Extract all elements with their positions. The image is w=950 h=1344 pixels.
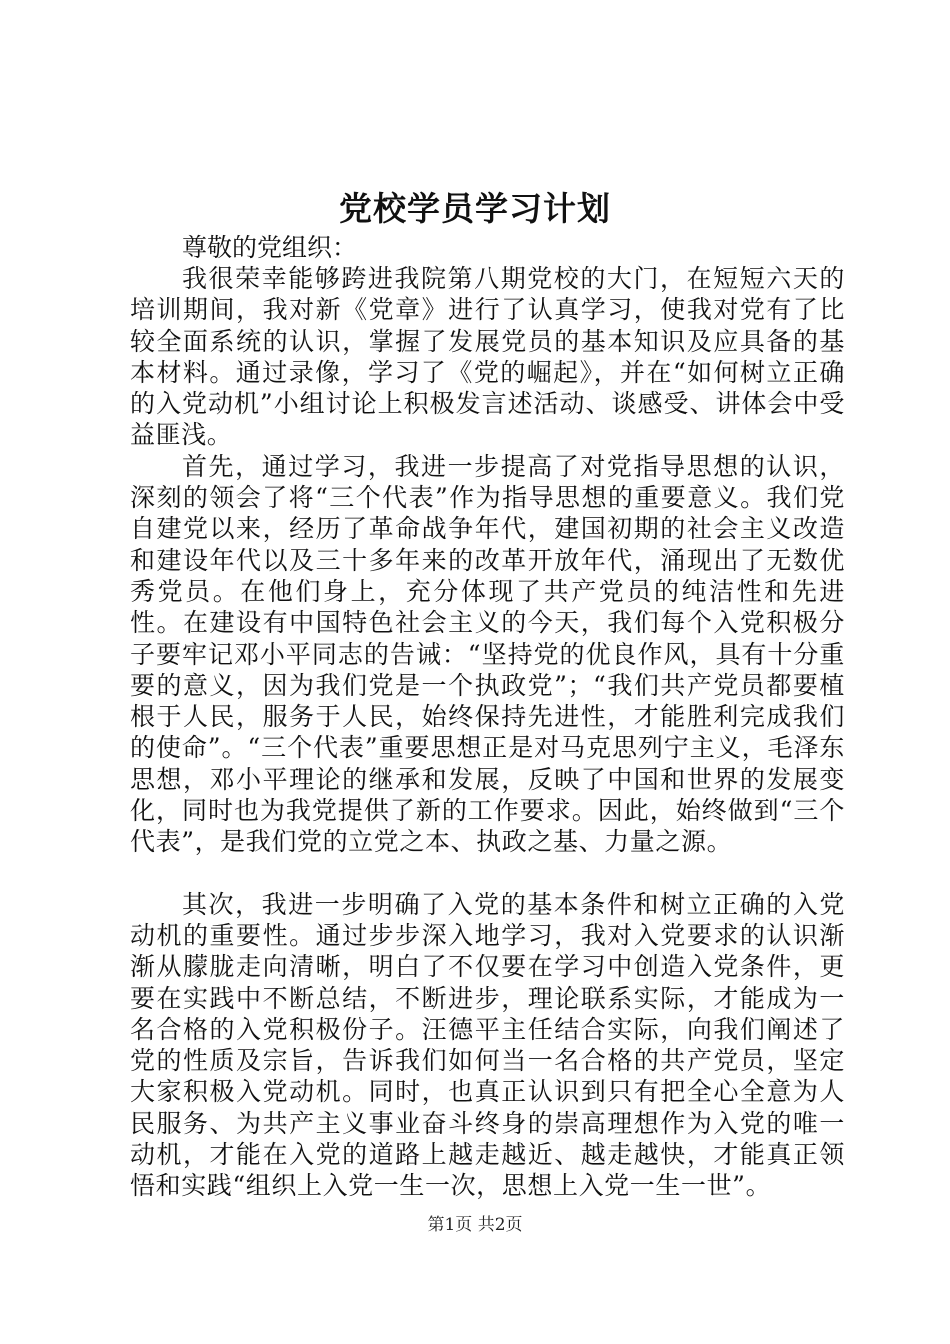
document-title: 党校学员学习计划 — [339, 189, 611, 228]
paragraph-spacer — [130, 858, 845, 889]
document-body — [130, 232, 845, 1202]
paragraph-second: 其次，我进一步明确了入党的基本条件和树立正确的入党动机的重要性。通过步步深入地学习，我对入党要求的认识渐渐从朦胧走向清晰，明白了不仅要在学习中创造入党条件，更要在实践中不断总结，不断进步，理论联系实际，才能成为一名合格的入党积极份子。汪德平主任结合实际，向我们阐述了党的性质及宗旨，告诉我们如何当一名合格的共产党员，坚定大家积极入党动机。同时，也真正认识到只有把全心全意为人民服务、为共产主义事业奋斗终身的崇高理想作为入党的唯一动机，才能在入党的道路上越走越近、越走越快，才能真正领悟和实践“组织上入党一生一次，思想上入党一生一世”。 — [130, 889, 845, 1201]
salutation: 尊敬的党组织： — [182, 233, 358, 262]
paragraph-first: 首先，通过学习，我进一步提高了对党指导思想的认识，深刻的领会了将“三个代表”作为指导思想的重要意义。我们党自建党以来，经历了革命战争年代，建国初期的社会主义改造和建设年代以及三十多年来的改革开放年代，涌现出了无数优秀党员。在他们身上，充分体现了共产党员的纯洁性和先进性。在建设有中国特色社会主义的今天，我们每个入党积极分子要牢记邓小平同志的告诫：“坚持党的优良作风，具有十分重要的意义，因为我们党是一个执政党”；“我们共产党员都要植根于人民，服务于人民，始终保持先进性，才能胜利完成我们的使命”。“三个代表”重要思想正是对马克思列宁主义，毛泽东思想，邓小平理论的继承和发展，反映了中国和世界的发展变化，同时也为我党提供了新的工作要求。因此，始终做到“三个代表”，是我们党的立党之本、执政之基、力量之源。 — [130, 451, 845, 857]
page-number: 第1页 共2页 — [427, 1215, 523, 1235]
paragraph-intro: 我很荣幸能够跨进我院第八期党校的大门，在短短六天的培训期间，我对新《党章》进行了认真学习，使我对党有了比较全面系统的认识，掌握了发展党员的基本知识及应具备的基本材料。通过录像，学习了《党的崛起》，并在“如何树立正确的入党动机”小组讨论上积极发言述活动、谈感受、讲体会中受益匪浅。 — [130, 264, 845, 450]
